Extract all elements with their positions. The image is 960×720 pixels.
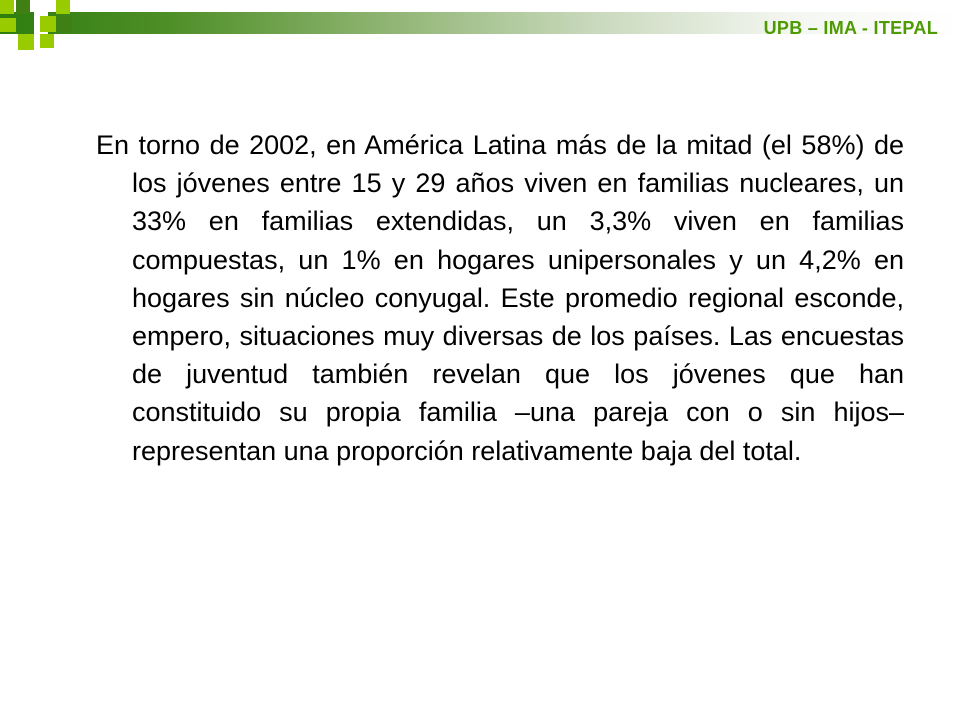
- brand-label: UPB – IMA - ITEPAL: [763, 18, 938, 38]
- lime-square-top-left: [0, 0, 14, 14]
- lime-square-top-right: [56, 0, 70, 14]
- green-square-middle: [58, 16, 72, 32]
- lime-square-middle: [40, 16, 56, 32]
- lime-square-left-mid: [0, 18, 16, 32]
- green-square-top: [16, 0, 30, 14]
- slide-content: [96, 126, 904, 470]
- lime-square-bottom: [18, 34, 34, 50]
- body-paragraph: En torno de 2002, en América Latina más de la mitad (el 58%) de los jóvenes entre 15 y 29 años viven en familias nucleares, un 33% en familias extendidas, un 3,3% viven en familias compuestas, un 1% en hogares unipersonales y un 4,2% en hogares sin núcleo conyugal. Este promedio regional esconde, empero, situaciones muy diversas de los países. Las encuestas de juventud también revelan que los jóvenes que han constituido su propia familia –una pareja con o sin hijos– representan una proporción relativamente baja del total.: [96, 130, 904, 466]
- lime-square-bottom-right: [40, 34, 54, 48]
